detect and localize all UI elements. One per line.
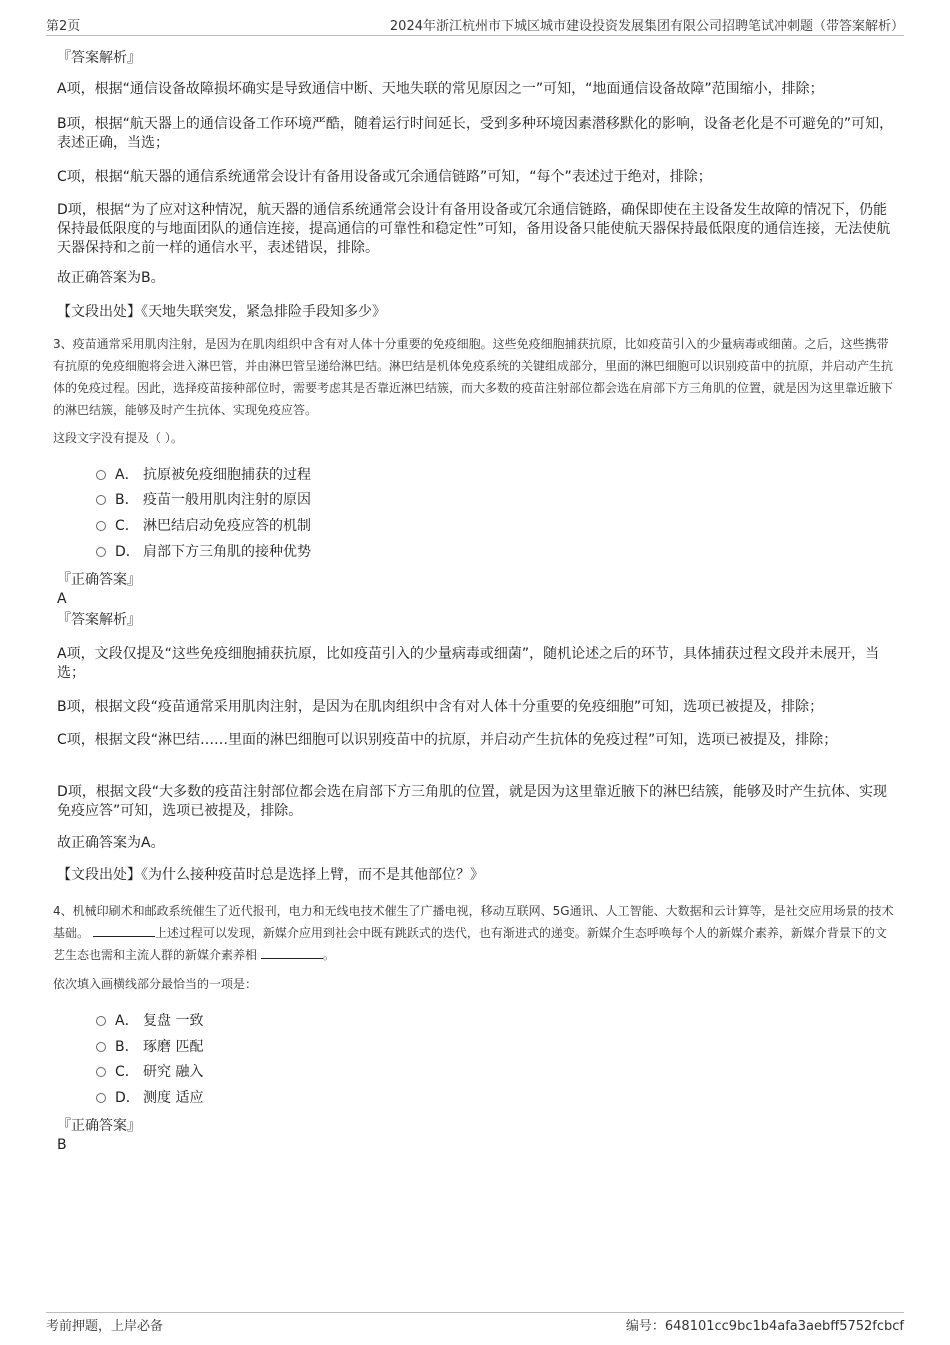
option-letter: B．	[115, 1039, 139, 1055]
q2-analysis-d: D项，根据“为了应对这种情况，航天器的通信系统通常会设计有备用设备或冗余通信链路，确保即使在主设备发生故障的情况下，仍能保持最低限度的与地面团队的通信连接，提高通信的可靠性和稳定性”可知，备用设备只能使航天器保持最低限度的通信连接，无法使航天器保持和之前一样的通信水平，表述错误，排除。	[57, 202, 891, 256]
q2-analysis-label: 『答案解析』	[57, 50, 141, 66]
q3-analysis-b: B项，根据文段“疫苗通常采用肌肉注射，是因为在肌肉组织中含有对人体十分重要的免疫细胞”可知，选项已被提及，排除；	[57, 699, 824, 715]
q2-analysis-c: C项，根据“航天器的通信系统通常会设计有备用设备或冗余通信链路”可知，“每个”表述过于绝对，排除；	[57, 169, 712, 185]
option-letter: A．	[115, 467, 139, 483]
option-text: 疫苗一般用肌肉注射的原因	[143, 492, 311, 508]
option-letter: B．	[115, 492, 139, 508]
q3-option-c[interactable]	[96, 517, 311, 535]
q4-option-b[interactable]	[96, 1038, 203, 1056]
q2-analysis-b: B项，根据“航天器上的通信设备工作环境严酷，随着运行时间延长，受到多种环境因素潜移默化的影响，设备老化是不可避免的”可知，表述正确，当选；	[57, 116, 894, 151]
option-text: 研究 融入	[143, 1064, 204, 1080]
option-letter: C．	[115, 1064, 139, 1080]
option-text: 淋巴结启动免疫应答的机制	[143, 518, 311, 534]
radio-icon[interactable]	[96, 470, 106, 480]
q2-conclusion: 故正确答案为B。	[57, 270, 165, 286]
option-letter: D．	[115, 544, 140, 560]
radio-icon[interactable]	[96, 547, 106, 557]
page-header	[46, 13, 904, 36]
q2-source: 【文段出处】《天地失联突发，紧急排险手段知多少》	[57, 304, 386, 320]
q3-option-b[interactable]	[96, 491, 311, 509]
q3-analysis-label: 『答案解析』	[57, 612, 141, 628]
q4-option-c[interactable]	[96, 1063, 203, 1081]
q4-answer-label: 『正确答案』	[57, 1118, 141, 1134]
option-text: 复盘 一致	[143, 1013, 204, 1029]
q4-stem	[53, 900, 898, 966]
q3-analysis-a: A项，文段仅提及“这些免疫细胞捕获抗原，比如疫苗引入的少量病毒或细菌”，随机论述之后的环节，具体捕获过程文段并未展开，当选；	[57, 646, 880, 681]
q4-stem-end: 。	[322, 948, 335, 962]
radio-icon[interactable]	[96, 1093, 106, 1103]
q4-option-a[interactable]	[96, 1012, 203, 1030]
radio-icon[interactable]	[96, 495, 106, 505]
option-text: 测度 适应	[143, 1090, 204, 1106]
option-letter: D．	[115, 1090, 140, 1106]
document-id: 编号：648101cc9bc1b4afa3aebff5752fcbcf	[625, 1319, 904, 1334]
option-text: 抗原被免疫细胞捕获的过程	[143, 467, 311, 483]
q3-option-a[interactable]	[96, 466, 311, 484]
radio-icon[interactable]	[96, 1067, 106, 1077]
fill-blank-2[interactable]	[261, 946, 323, 959]
q3-analysis-d: D项，根据文段“大多数的疫苗注射部位都会选在肩部下方三角肌的位置，就是因为这里靠近腋下的淋巴结簇，能够及时产生抗体、实现免疫应答”可知，选项已被提及，排除。	[57, 784, 888, 819]
page-number: 第2页	[46, 19, 81, 34]
radio-icon[interactable]	[96, 1016, 106, 1026]
q4-question: 依次填入画横线部分最恰当的一项是：	[53, 977, 258, 991]
option-letter: A．	[115, 1013, 139, 1029]
radio-icon[interactable]	[96, 1042, 106, 1052]
q3-stem: 3、疫苗通常采用肌肉注射，是因为在肌肉组织中含有对人体十分重要的免疫细胞。这些免疫细胞捕获抗原，比如疫苗引入的少量病毒或细菌。之后，这些携带有抗原的免疫细胞将会进入淋巴管，并由淋巴管呈递给淋巴结。淋巴结是机体免疫系统的关键组成部分，里面的淋巴细胞可以识别疫苗中的抗原，并启动产生抗体的免疫过程。因此，选择疫苗接种部位时，需要考虑其是否靠近淋巴结簇，而大多数的疫苗注射部位都会选在肩部下方三角肌的位置，就是因为这里靠近腋下的淋巴结簇，能够及时产生抗体、实现免疫应答。	[53, 337, 894, 417]
q4-option-d[interactable]	[96, 1089, 203, 1107]
q3-question: 这段文字没有提及（ ）。	[53, 431, 183, 445]
q3-option-d[interactable]	[96, 543, 311, 561]
q4-stem-part1: 4、机械印刷术和邮政系统催生了近代报刊，电力和无线电技术催生了广播电视，移动互联网、5G通讯、人工智能、大数据和云计算等，是社交应用场景的技术基础。	[53, 904, 894, 940]
radio-icon[interactable]	[96, 521, 106, 531]
page-footer	[46, 1312, 904, 1335]
footer-slogan: 考前押题，上岸必备	[46, 1319, 164, 1334]
q3-source: 【文段出处】《为什么接种疫苗时总是选择上臂，而不是其他部位？》	[57, 867, 484, 883]
q3-answer-label: 『正确答案』	[57, 572, 141, 588]
q3-answer: A	[57, 591, 67, 607]
option-text: 肩部下方三角肌的接种优势	[143, 544, 311, 560]
document-title: 2024年浙江杭州市下城区城市建设投资发展集团有限公司招聘笔试冲刺题（带答案解析）	[389, 19, 904, 34]
fill-blank-1[interactable]	[93, 924, 155, 937]
q3-conclusion: 故正确答案为A。	[57, 835, 165, 851]
q4-answer: B	[57, 1137, 67, 1153]
q3-analysis-c: C项，根据文段“淋巴结……里面的淋巴细胞可以识别疫苗中的抗原，并启动产生抗体的免疫过程”可知，选项已被提及，排除；	[57, 732, 838, 748]
q2-analysis-a: A项，根据“通信设备故障损坏确实是导致通信中断、天地失联的常见原因之一”可知，“地面通信设备故障”范围缩小，排除；	[57, 81, 824, 97]
q4-stem-part2: 上述过程可以发现，新媒介应用到社会中既有跳跃式的迭代，也有渐进式的递变。新媒介生态呼唤每个人的新媒介素养，新媒介背景下的文艺生态也需和主流人群的新媒介素养相	[53, 926, 887, 962]
option-text: 琢磨 匹配	[143, 1039, 204, 1055]
option-letter: C．	[115, 518, 139, 534]
